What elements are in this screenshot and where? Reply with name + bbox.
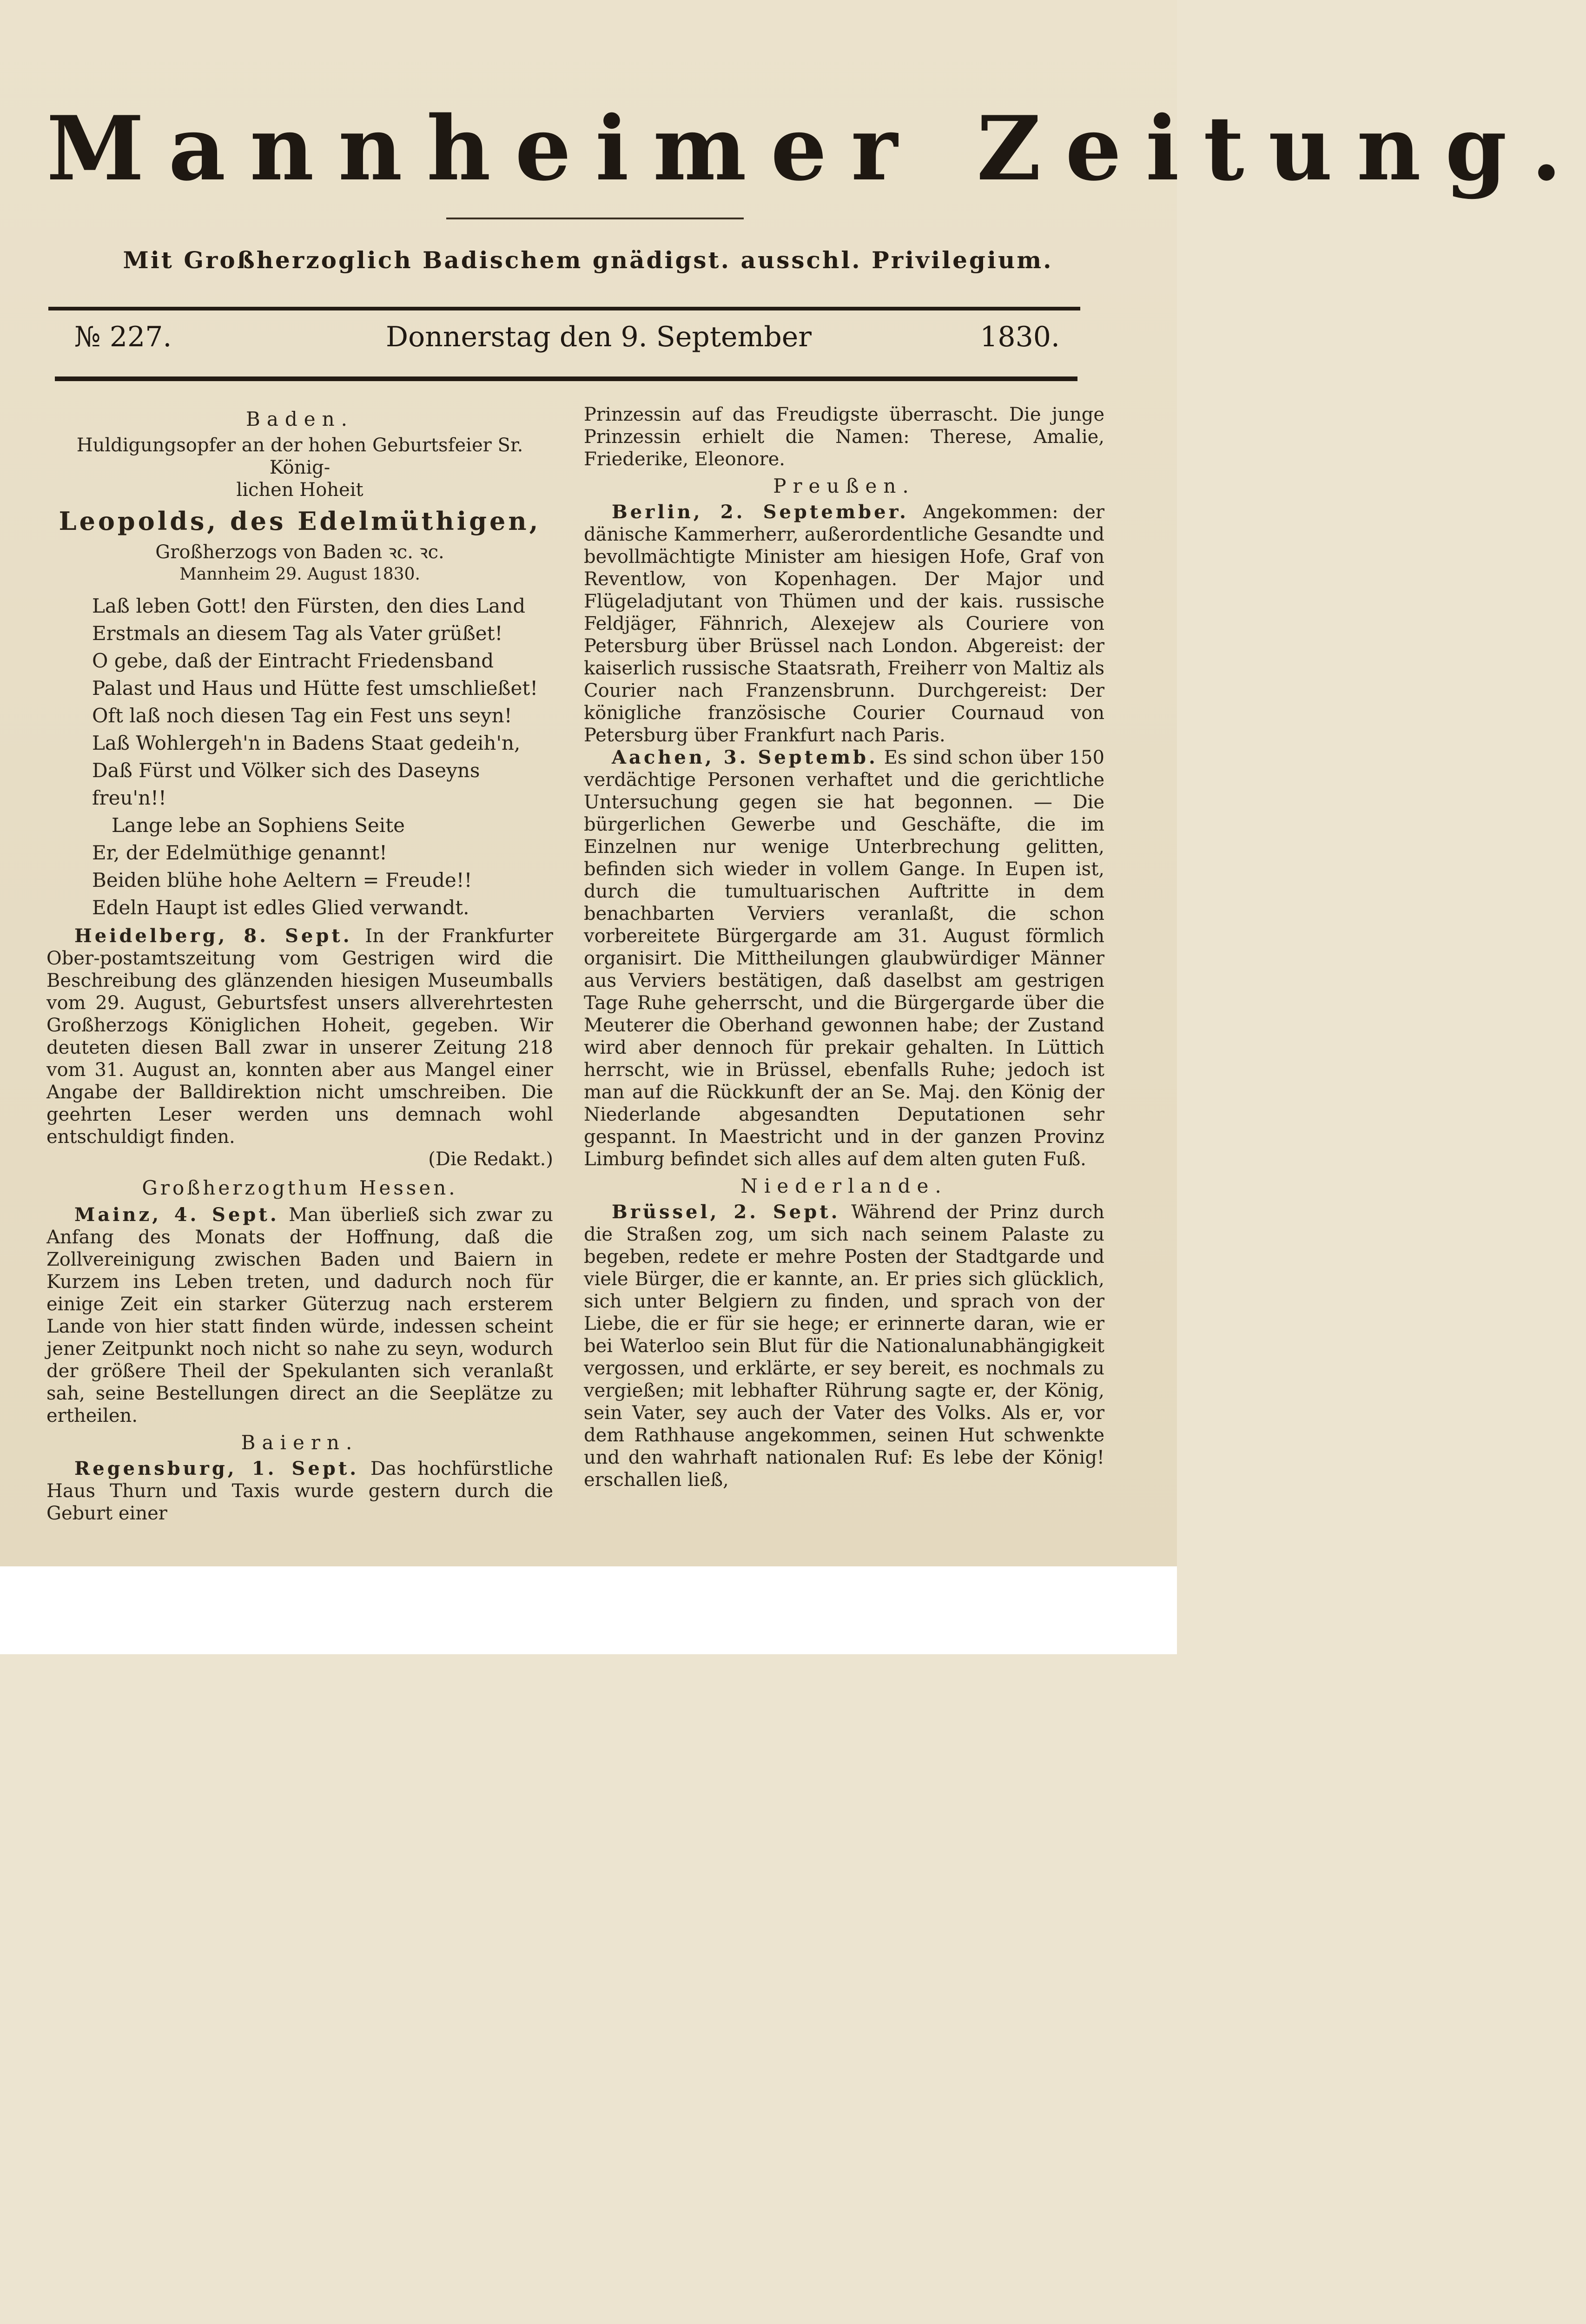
article-bruessel (584, 1201, 1104, 1491)
article-berlin (584, 501, 1104, 746)
poem-line: Laß Wohlergeh'n in Badens Staat gedeih'n, (92, 732, 521, 754)
poem-line: Erstmals an diesem Tag als Vater grüßet! (92, 622, 503, 645)
homage-line-1: Huldigungsopfer an der hohen Geburtsfeier Sr. König- (76, 435, 523, 478)
privilege-line: Mit Großherzoglich Badischem gnädigst. ausschl. Privilegium. (123, 246, 1053, 274)
article-aachen (584, 746, 1104, 1170)
section-heading-niederlande: Niederlande. (740, 1175, 948, 1197)
poem-line: Edeln Haupt ist edles Glied verwandt. (92, 896, 469, 919)
issue-number: № 227. (74, 321, 172, 353)
article-dateline: Aachen, 3. Septemb. (612, 746, 878, 768)
homage-place-date: Mannheim 29. August 1830. (179, 565, 420, 584)
article-text: Das hochfürstliche Haus Thurn und Taxis wurde gestern durch die Geburt einer (46, 1458, 553, 1524)
section-heading-hessen: Großherzogthum Hessen. (142, 1176, 458, 1199)
top-rule (48, 307, 1080, 310)
article-text: Es sind schon über 150 verdächtige Personen verhaftet und die gerichtliche Untersuchung gegen sie hat begonnen. — Die bürgerlichen Gewerbe und Geschäfte, die im Einzelnen nur wenige Unterbrechung gelitten, befinden sich wieder in vollem Gange. In Eupen ist, durch die tumultuarischen Auftritte in dem benachbarten Verviers veranlaßt, die schon vorbereitete Bürgergarde am 31. August förmlich organisirt. Die Mittheilungen glaubwürdiger Männer aus Verviers bestätigen, daß daselbst am gestrigen Tage Ruhe geherrscht, und die Bürgergarde über die Meuterer die Oberhand gewonnen habe; der Zustand wird aber dennoch für prekair gehalten. In Lüttich herrscht, wie in Brüssel, ebenfalls Ruhe; jedoch ist man auf die Rückkunft der an Se. Maj. den König der Niederlande abgesandten Deputationen sehr gespannt. In Maestricht und in der ganzen Provinz Limburg befindet sich alles auf dem alten guten Fuß. (584, 747, 1104, 1170)
editor-signature: (Die Redakt.) (428, 1149, 553, 1170)
article-text: Während der Prinz durch die Straßen zog, um sich nach seinem Palaste zu begeben, redete er mehre Posten der Stadtgarde und viele Bürger, die er kannte, an. Er pries sich glücklich, sich unter Belgiern zu finden, und sprach von der Liebe, die er für sie hege; er erinnerte daran, wie er bei Waterloo sein Blut für die Nationalunabhängigkeit vergossen, und erklärte, er sey bereit, es nochmals zu vergießen; mit lebhafter Rührung sagte er, der König, sein Vater, sey auch der Vater des Volks. Als er, vor dem Rathhause angekommen, seinen Hut schwenkte und den wahrhaft nationalen Ruf: Es lebe der König! erschallen ließ, (584, 1202, 1105, 1491)
article-heidelberg (46, 925, 553, 1148)
section-heading-baden: Baden. (245, 408, 354, 430)
poem (46, 592, 553, 921)
homage-title: Großherzogs von Baden ꝛc. ꝛc. (155, 541, 444, 563)
homage-name: Leopolds, des Edelmüthigen, (59, 506, 541, 536)
poem-line: Er, der Edelmüthige genannt! (92, 841, 387, 864)
masthead-rule (446, 218, 744, 219)
article-continuation: Prinzessin auf das Freudigste überrascht. Die junge Prinzessin erhielt die Namen: Therese, Amalie, Friederike, Eleonore. (584, 404, 1104, 470)
poem-line: Oft laß noch diesen Tag ein Fest uns seyn! (92, 704, 512, 727)
masthead-title: Mannheimer Zeitung. (46, 97, 1586, 200)
issue-year: 1830. (980, 321, 1060, 353)
article-text: In der Frankfurter Ober-postamtszeitung vom Gestrigen wird die Beschreibung des glänzenden hiesigen Museumballs vom 29. August, Geburtsfest unsers allverehrtesten Großherzogs Königlichen Hoheit, gegeben. Wir deuteten diesen Ball zwar in unserer Zeitung 218 vom 31. August an, konnten aber aus Mangel einer Angabe der Balldirektion nicht umschreiben. Die geehrten Leser werden uns demnach wohl entschuldigt finden. (46, 925, 553, 1148)
poem-line: Palast und Haus und Hütte fest umschließet! (92, 677, 538, 700)
article-dateline: Berlin, 2. September. (612, 501, 909, 523)
left-column (46, 403, 553, 1525)
poem-line: Daß Fürst und Völker sich des Daseyns freu'n!! (92, 759, 480, 809)
bottom-rule (55, 376, 1077, 381)
homage-line-2: lichen Hoheit (236, 479, 363, 501)
article-text: Man überließ sich zwar zu Anfang des Monats der Hoffnung, daß die Zollvereinigung zwischen Baden und Baiern in Kurzem ins Leben treten, und dadurch noch für einige Zeit ein starker Güterzug nach ersterem Lande von hier statt finden würde, indessen scheint jener Zeitpunkt noch nicht so nahe zu seyn, wodurch der größere Theil der Spekulanten sich veranlaßt sah, seine Bestellungen direct an die Seeplätze zu ertheilen. (46, 1204, 553, 1426)
issue-date: Donnerstag den 9. September (386, 321, 812, 353)
article-dateline: Brüssel, 2. Sept. (612, 1201, 840, 1223)
article-text: Angekommen: der dänische Kammerherr, außerordentliche Gesandte und bevollmächtigte Minister am hiesigen Hofe, Graf von Reventlow, von Kopenhagen. Der Major und Flügeladjutant von Thümen und der kais. russische Feldjäger, Fähnrich, Alexejew als Couriere von Petersburg über Brüssel nach London. Abgereist: der kaiserlich russische Staatsrath, Freiherr von Maltiz als Courier nach Franzensbrunn. Durchgereist: Der königliche französische Courier Cournaud von Petersburg über Frankfurt nach Paris. (584, 502, 1104, 746)
issue-line (74, 321, 1060, 367)
section-heading-baiern: Baiern. (241, 1431, 359, 1454)
article-dateline: Mainz, 4. Sept. (74, 1204, 279, 1226)
section-heading-preussen: Preußen. (773, 475, 915, 497)
article-dateline: Regensburg, 1. Sept. (74, 1458, 359, 1479)
article-dateline: Heidelberg, 8. Sept. (74, 925, 352, 947)
right-column (584, 403, 1104, 1491)
article-regensburg (46, 1458, 553, 1525)
article-mainz (46, 1204, 553, 1427)
poem-line: Beiden blühe hohe Aeltern = Freude!! (92, 869, 472, 891)
poem-line: Lange lebe an Sophiens Seite (112, 814, 405, 837)
footer-bar (0, 1566, 1177, 1654)
poem-line: O gebe, daß der Eintracht Friedensband (92, 649, 494, 672)
poem-line: Laß leben Gott! den Fürsten, den dies Land (92, 594, 526, 617)
